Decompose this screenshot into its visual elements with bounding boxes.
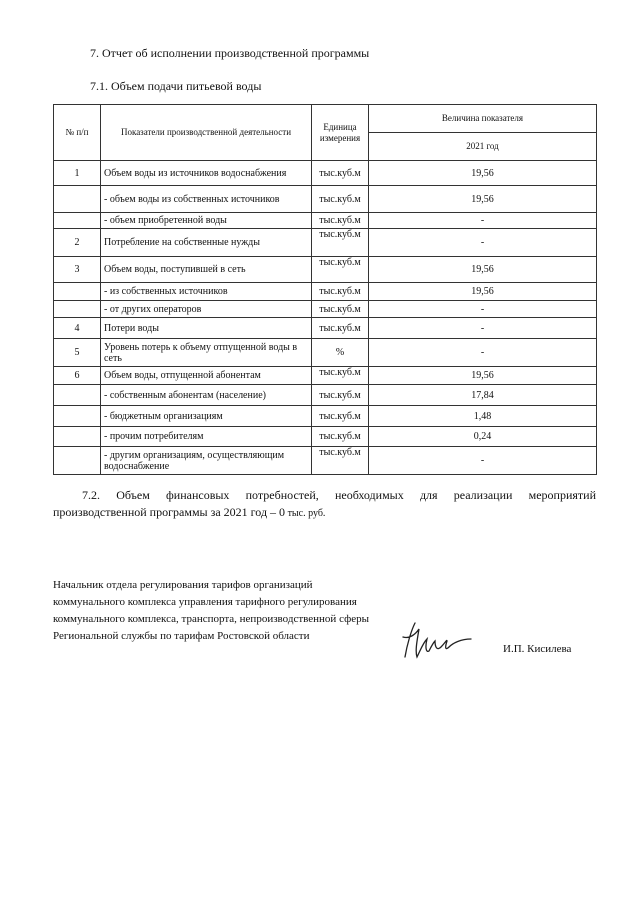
row-value: 1,48 — [369, 406, 597, 427]
section-subtitle: 7.1. Объем подачи питьевой воды — [90, 79, 262, 93]
row-unit: тыс.куб.м — [312, 301, 369, 318]
row-unit: тыс.куб.м — [312, 318, 369, 339]
row-num: 5 — [54, 339, 101, 367]
row-unit: тыс.куб.м — [312, 213, 369, 229]
row-unit: тыс.куб.м — [312, 257, 369, 283]
row-unit: тыс.куб.м — [312, 161, 369, 186]
row-value: 19,56 — [369, 161, 597, 186]
row-value: - — [369, 213, 597, 229]
row-num: 6 — [54, 367, 101, 385]
row-num: 1 — [54, 161, 101, 186]
row-unit: тыс.куб.м — [312, 385, 369, 406]
row-name: Объем воды, отпущенной абонентам — [101, 367, 312, 385]
water-supply-table — [53, 104, 597, 475]
row-value: 17,84 — [369, 385, 597, 406]
row-unit: тыс.куб.м — [312, 406, 369, 427]
row-name: - из собственных источников — [101, 283, 312, 301]
row-name: Уровень потерь к объему отпущенной воды в сеть — [101, 339, 312, 367]
row-name: - прочим потребителям — [101, 427, 312, 447]
row-unit: тыс.куб.м — [312, 367, 369, 385]
row-value: 19,56 — [369, 283, 597, 301]
row-name: Потери воды — [101, 318, 312, 339]
row-num — [54, 427, 101, 447]
row-unit: тыс.куб.м — [312, 186, 369, 213]
row-name: - бюджетным организациям — [101, 406, 312, 427]
row-name: - собственным абонентам (население) — [101, 385, 312, 406]
row-value: 19,56 — [369, 367, 597, 385]
row-num — [54, 447, 101, 475]
row-num: 4 — [54, 318, 101, 339]
row-unit: тыс.куб.м — [312, 427, 369, 447]
header-indicator: Показатели производственной деятельности — [101, 105, 312, 161]
signatory-name: И.П. Кисилева — [503, 643, 572, 655]
row-name: Объем воды, поступившей в сеть — [101, 257, 312, 283]
row-unit: % — [312, 339, 369, 367]
row-unit: тыс.куб.м — [312, 283, 369, 301]
row-name: Потребление на собственные нужды — [101, 229, 312, 257]
row-value: - — [369, 301, 597, 318]
row-value: - — [369, 339, 597, 367]
finance-text: 7.2. Объем финансовых потребностей, необходимых для реализации мероприятий производственной программы за 2021 год – 0 — [53, 488, 596, 519]
row-value: - — [369, 447, 597, 475]
finance-paragraph — [53, 487, 596, 522]
row-num — [54, 406, 101, 427]
row-value: - — [369, 318, 597, 339]
row-name: Объем воды из источников водоснабжения — [101, 161, 312, 186]
section-title: 7. Отчет об исполнении производственной программы — [90, 46, 370, 60]
header-num: № п/п — [54, 105, 101, 161]
row-num — [54, 213, 101, 229]
row-unit: тыс.куб.м — [312, 447, 369, 475]
row-unit: тыс.куб.м — [312, 229, 369, 257]
header-year: 2021 год — [369, 133, 597, 161]
row-name: - объем воды из собственных источников — [101, 186, 312, 213]
handwritten-signature — [395, 617, 475, 665]
row-name: - объем приобретенной воды — [101, 213, 312, 229]
row-value: 0,24 — [369, 427, 597, 447]
row-num — [54, 301, 101, 318]
row-num: 3 — [54, 257, 101, 283]
row-num — [54, 186, 101, 213]
row-name: - другим организациям, осуществляющим водоснабжение — [101, 447, 312, 475]
row-num: 2 — [54, 229, 101, 257]
header-value: Величина показателя — [369, 105, 597, 133]
header-unit: Единица измерения — [312, 105, 369, 161]
finance-unit: тыс. руб. — [285, 508, 326, 519]
signatory-position: Начальник отдела регулирования тарифов организаций коммунального комплекса управления тарифного регулирования коммунального комплекса, транспорта, непроизводственной сферы Региональной службы по тарифам Ростовской области — [53, 579, 369, 642]
row-num — [54, 283, 101, 301]
row-value: 19,56 — [369, 257, 597, 283]
row-num — [54, 385, 101, 406]
row-value: - — [369, 229, 597, 257]
row-value: 19,56 — [369, 186, 597, 213]
row-name: - от других операторов — [101, 301, 312, 318]
